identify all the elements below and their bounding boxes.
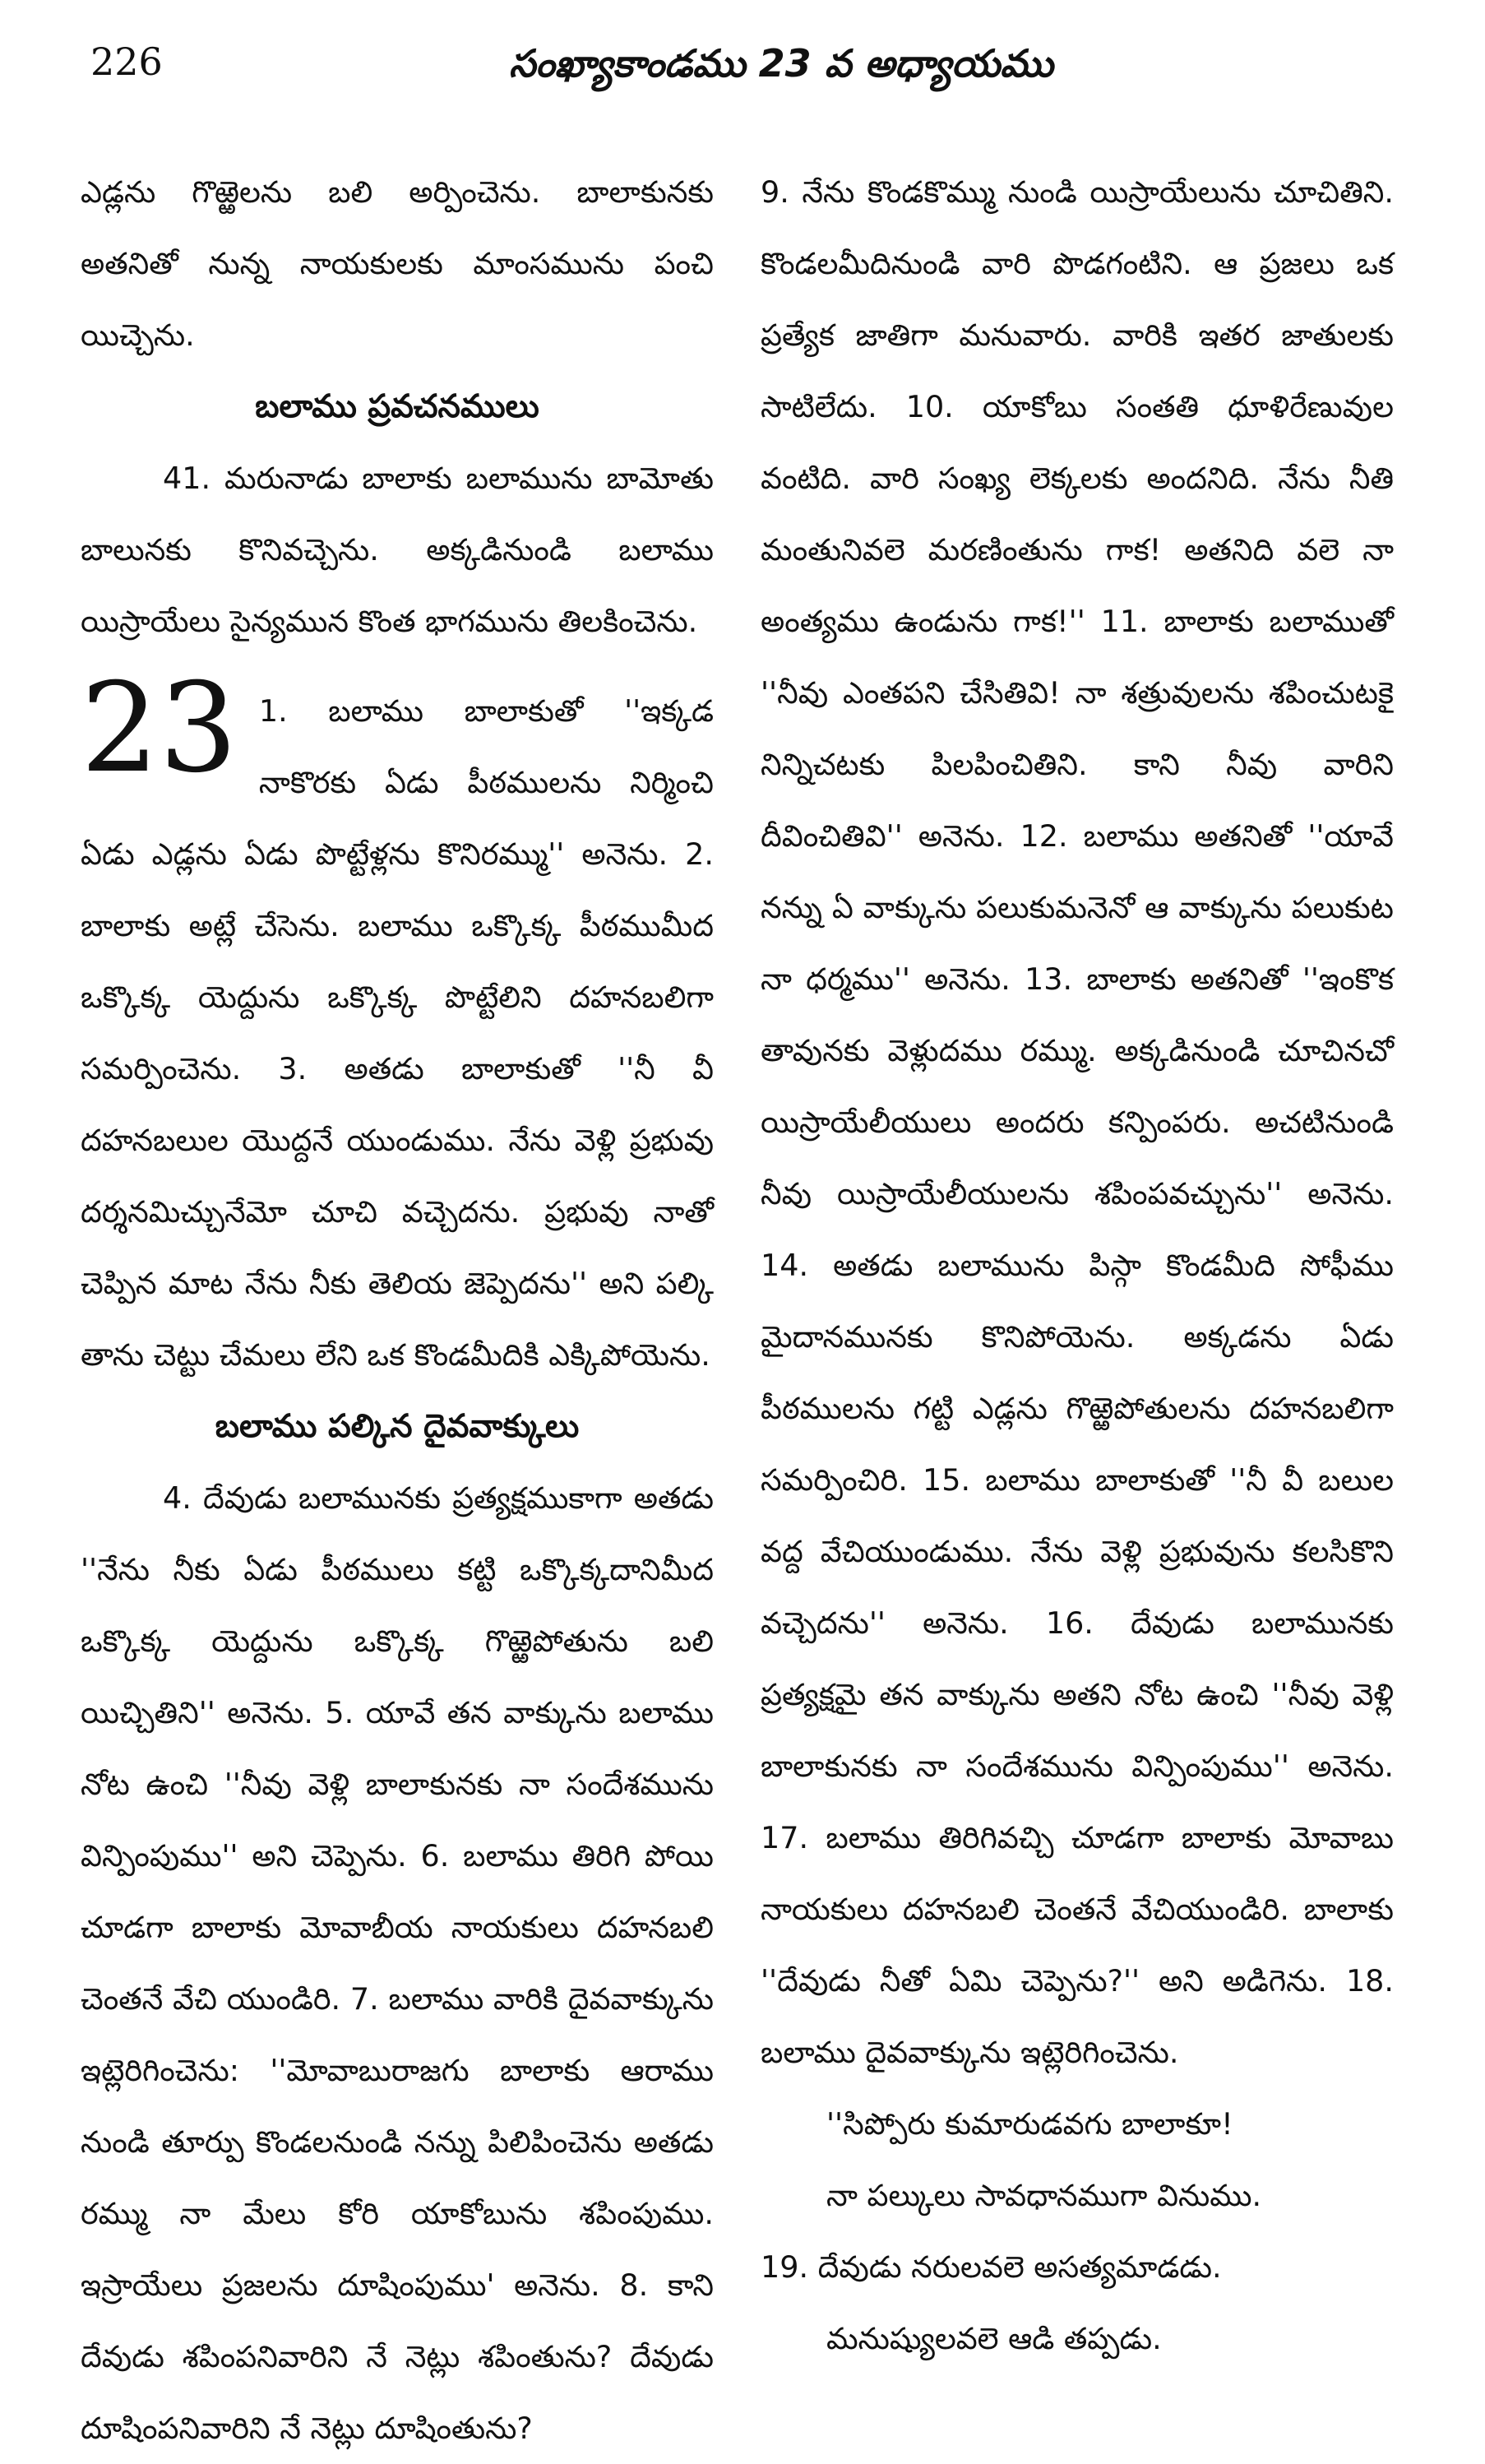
running-title: సంఖ్యాకాండము 23 వ అధ్యాయము bbox=[509, 41, 1053, 86]
left-paragraph-2: 41. మరునాడు బాలాకు బలామును బామోతు బాలునకు కొనివచ్చెను. అక్కడినుండి బలాము యిస్రాయేలు సైన్యమున కొంత భాగమును తిలకించెను. bbox=[81, 461, 714, 639]
left-paragraph-1: ఎడ్లను గొఱ్ఱెలను బలి అర్పించెను. బాలాకునకు అతనితో నున్న నాయకులకు మాంసమును పంచి యిచ్చెను. bbox=[81, 174, 714, 353]
page-number: 226 bbox=[90, 39, 163, 84]
chapter-23-block bbox=[81, 657, 714, 1391]
section-heading-balaam-prophecies: బలాము ప్రవచనములు bbox=[255, 388, 539, 425]
poem-line-3: 19. దేవుడు నరులవలె అసత్యమాడడు. bbox=[761, 2249, 1222, 2285]
right-paragraph-1: 9. నేను కొండకొమ్ము నుండి యిస్రాయేలును చూచితిని. కొండలమీదినుండి వారి పొడగంటిని. ఆ ప్రజలు ఒక ప్రత్యేక జాతిగా మనువారు. వారికి ఇతర జాతులకు సాటిలేదు. 10. యాకోబు సంతతి ధూళిరేణువుల వంటిది. వారి సంఖ్య లెక్కలకు అందనిది. నేను నీతి మంతునివలె మరణింతును గాక! అతనిది వలె నా అంత్యము ఉండును గాక!'' 11. బాలాకు బలాముతో ''నీవు ఎంతపని చేసితివి! నా శత్రువులను శపించుటకై నిన్నిచటకు పిలపించితిని. కాని నీవు వారిని దీవించితివి'' అనెను. 12. బలాము అతనితో ''యావే నన్ను ఏ వాక్కును పలుకుమనెనో ఆ వాక్కును పలుకుట నా ధర్మము'' అనెను. 13. బాలాకు అతనితో ''ఇంకొక తావునకు వెళ్లుదము రమ్ము. అక్కడినుండి చూచినచో యిస్రాయేలీయులు అందరు కన్పింపరు. అచటినుండి నీవు యిస్రాయేలీయులను శపింపవచ్చును'' అనెను. 14. అతడు బలామును పిస్గా కొండమీది సోఫీము మైదానమునకు కొనిపోయెను. అక్కడను ఏడు పీఠములను గట్టి ఎడ్లను గొఱ్ఱెపోతులను దహనబలిగా సమర్పించిరి. 15. బలాము బాలాకుతో ''నీ వీ బలుల వద్ద వేచియుండుము. నేను వెళ్లి ప్రభువును కలసికొని వచ్చెదను'' అనెను. 16. దేవుడు బలామునకు ప్రత్యక్షమై తన వాక్కును అతని నోట ఉంచి ''నీవు వెళ్లి బాలాకునకు నా సందేశమును విన్పింపుము'' అనెను. 17. బలాము తిరిగివచ్చి చూడగా బాలాకు మోవాబు నాయకులు దహనబలి చెంతనే వేచియుండిరి. బాలాకు ''దేవుడు నీతో ఏమి చెప్పెను?'' అని అడిగెను. 18. బలాము దైవవాక్కును ఇట్లెరిగించెను. bbox=[761, 174, 1394, 2070]
poem-line-1: ''సిప్పోరు కుమారుడవగు బాలాకూ! bbox=[826, 2106, 1233, 2142]
chapter-number: 23 bbox=[81, 657, 238, 800]
left-paragraph-4: 4. దేవుడు బలామునకు ప్రత్యక్షముకాగా అతడు ''నేను నీకు ఏడు పీఠములు కట్టి ఒక్కొక్కదానిమీద ఒక్కొక్క యెద్దును ఒక్కొక్క గొఱ్ఱెపోతును బలి యిచ్చితిని'' అనెను. 5. యావే తన వాక్కును బలాము నోట ఉంచి ''నీవు వెళ్లి బాలాకునకు నా సందేశమును విన్పింపుము'' అని చెప్పెను. 6. బలాము తిరిగి పోయి చూడగా బాలాకు మోవాబీయ నాయకులు దహనబలి చెంతనే వేచి యుండిరి. 7. బలాము వారికి దైవవాక్కును ఇట్లెరిగించెను: ''మోవాబురాజగు బాలాకు ఆరాము నుండి తూర్పు కొండలనుండి నన్ను పిలిపించెను అతడు రమ్ము నా మేలు కోరి యాకోబును శపింపుము. ఇస్రాయేలు ప్రజలను దూషింపుము' అనెను. 8. కాని దేవుడు శపింపనివారిని నే నెట్లు శపింతును? దేవుడు దూషింపనివారిని నే నెట్లు దూషింతును? bbox=[81, 1480, 714, 2446]
section-heading-balaam-oracles: బలాము పల్కిన దైవవాక్కులు bbox=[215, 1408, 580, 1445]
poem-line-4: మనుష్యులవలె ఆడి తప్పడు. bbox=[826, 2321, 1162, 2356]
poem-block bbox=[761, 2088, 1394, 2374]
poem-line-2: నా పల్కులు సావధానముగా వినుము. bbox=[826, 2178, 1262, 2213]
left-column bbox=[81, 156, 714, 2464]
right-column bbox=[761, 156, 1394, 2374]
left-paragraph-3: 1. బలాము బాలాకుతో ''ఇక్కడ నాకొరకు ఏడు పీఠములను నిర్మించి ఏడు ఎడ్లను ఏడు పొట్టేళ్లను కొనిరమ్ము'' అనెను. 2. బాలాకు అట్లే చేసెను. బలాము ఒక్కొక్క పీఠముమీద ఒక్కొక్క యెద్దును ఒక్కొక్క పొట్టేలిని దహనబలిగా సమర్పించెను. 3. అతడు బాలాకుతో ''నీ వీ దహనబలుల యొద్దనే యుండుము. నేను వెళ్లి ప్రభువు దర్శనమిచ్చునేమో చూచి వచ్చెదను. ప్రభువు నాతో చెప్పిన మాట నేను నీకు తెలియ జెప్పెదను'' అని పల్కి తాను చెట్టు చేమలు లేని ఒక కొండమీదికి ఎక్కిపోయెను. bbox=[81, 693, 714, 1373]
